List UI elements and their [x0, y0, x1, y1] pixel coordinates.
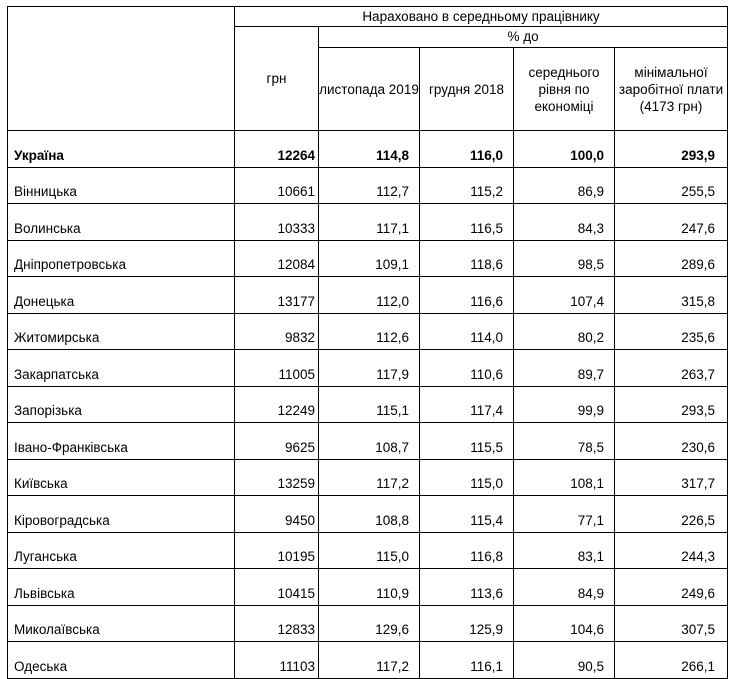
table-row — [8, 350, 728, 387]
header-dec-2018: грудня 2018 — [420, 48, 514, 131]
table-row — [8, 459, 728, 496]
table-row — [8, 532, 728, 569]
cell-dec-2018: 116,0 — [420, 131, 514, 168]
cell-min-wage: 226,5 — [615, 496, 728, 533]
region-name: Київська — [8, 459, 235, 496]
cell-nov-2019: 114,8 — [319, 131, 420, 168]
region-name: Івано-Франківська — [8, 423, 235, 460]
cell-dec-2018: 110,6 — [420, 350, 514, 387]
cell-dec-2018: 116,6 — [420, 277, 514, 314]
cell-uah: 13259 — [235, 459, 319, 496]
cell-nov-2019: 109,1 — [319, 240, 420, 277]
cell-uah: 10661 — [235, 167, 319, 204]
salary-table — [7, 6, 728, 679]
cell-avg-economy: 108,1 — [514, 459, 615, 496]
cell-avg-economy: 104,6 — [514, 605, 615, 642]
table-header — [8, 7, 728, 131]
region-name: Закарпатська — [8, 350, 235, 387]
cell-uah: 10333 — [235, 204, 319, 241]
cell-uah: 9625 — [235, 423, 319, 460]
region-name: Україна — [8, 131, 235, 168]
header-min-wage: мінімальної заробітної плати (4173 грн) — [615, 48, 728, 131]
table-body — [8, 131, 728, 679]
cell-uah: 10195 — [235, 532, 319, 569]
header-nov-2019: листопада 2019 — [319, 48, 420, 131]
cell-uah: 12264 — [235, 131, 319, 168]
cell-dec-2018: 115,5 — [420, 423, 514, 460]
cell-min-wage: 293,5 — [615, 386, 728, 423]
table-row — [8, 240, 728, 277]
cell-min-wage: 249,6 — [615, 569, 728, 606]
cell-uah: 11103 — [235, 642, 319, 679]
cell-dec-2018: 117,4 — [420, 386, 514, 423]
cell-min-wage: 235,6 — [615, 313, 728, 350]
header-uah: грн — [235, 27, 319, 131]
cell-uah: 12833 — [235, 605, 319, 642]
cell-min-wage: 230,6 — [615, 423, 728, 460]
cell-dec-2018: 115,2 — [420, 167, 514, 204]
table-row — [8, 496, 728, 533]
cell-nov-2019: 115,1 — [319, 386, 420, 423]
region-name: Одеська — [8, 642, 235, 679]
cell-avg-economy: 77,1 — [514, 496, 615, 533]
cell-min-wage: 244,3 — [615, 532, 728, 569]
cell-avg-economy: 84,9 — [514, 569, 615, 606]
cell-nov-2019: 117,2 — [319, 642, 420, 679]
cell-avg-economy: 78,5 — [514, 423, 615, 460]
cell-dec-2018: 115,4 — [420, 496, 514, 533]
table-row — [8, 605, 728, 642]
cell-dec-2018: 118,6 — [420, 240, 514, 277]
table-row — [8, 569, 728, 606]
cell-min-wage: 293,9 — [615, 131, 728, 168]
cell-min-wage: 307,5 — [615, 605, 728, 642]
region-name: Вінницька — [8, 167, 235, 204]
cell-nov-2019: 108,8 — [319, 496, 420, 533]
cell-avg-economy: 100,0 — [514, 131, 615, 168]
table-row — [8, 313, 728, 350]
region-name: Львівська — [8, 569, 235, 606]
cell-nov-2019: 117,9 — [319, 350, 420, 387]
cell-dec-2018: 116,8 — [420, 532, 514, 569]
header-region-cell — [8, 7, 235, 131]
region-name: Волинська — [8, 204, 235, 241]
cell-avg-economy: 80,2 — [514, 313, 615, 350]
cell-avg-economy: 89,7 — [514, 350, 615, 387]
cell-dec-2018: 116,1 — [420, 642, 514, 679]
cell-avg-economy: 83,1 — [514, 532, 615, 569]
cell-nov-2019: 129,6 — [319, 605, 420, 642]
region-name: Запорізька — [8, 386, 235, 423]
cell-min-wage: 315,8 — [615, 277, 728, 314]
region-name: Дніпропетровська — [8, 240, 235, 277]
cell-dec-2018: 115,0 — [420, 459, 514, 496]
cell-nov-2019: 112,0 — [319, 277, 420, 314]
cell-uah: 9450 — [235, 496, 319, 533]
cell-min-wage: 317,7 — [615, 459, 728, 496]
region-name: Луганська — [8, 532, 235, 569]
cell-avg-economy: 99,9 — [514, 386, 615, 423]
cell-nov-2019: 117,1 — [319, 204, 420, 241]
cell-avg-economy: 90,5 — [514, 642, 615, 679]
table-row — [8, 277, 728, 314]
cell-nov-2019: 112,7 — [319, 167, 420, 204]
table-row — [8, 642, 728, 679]
cell-min-wage: 255,5 — [615, 167, 728, 204]
region-name: Житомирська — [8, 313, 235, 350]
region-name: Миколаївська — [8, 605, 235, 642]
cell-dec-2018: 125,9 — [420, 605, 514, 642]
region-name: Донецька — [8, 277, 235, 314]
cell-dec-2018: 116,5 — [420, 204, 514, 241]
cell-min-wage: 266,1 — [615, 642, 728, 679]
table-row — [8, 386, 728, 423]
cell-avg-economy: 86,9 — [514, 167, 615, 204]
table-row — [8, 204, 728, 241]
cell-min-wage: 289,6 — [615, 240, 728, 277]
cell-avg-economy: 107,4 — [514, 277, 615, 314]
cell-dec-2018: 114,0 — [420, 313, 514, 350]
cell-nov-2019: 108,7 — [319, 423, 420, 460]
cell-uah: 9832 — [235, 313, 319, 350]
cell-min-wage: 247,6 — [615, 204, 728, 241]
cell-avg-economy: 98,5 — [514, 240, 615, 277]
header-accrued: Нараховано в середньому працівнику — [235, 7, 728, 27]
table-row — [8, 423, 728, 460]
cell-dec-2018: 113,6 — [420, 569, 514, 606]
cell-min-wage: 263,7 — [615, 350, 728, 387]
table-row — [8, 131, 728, 168]
region-name: Кіровоградська — [8, 496, 235, 533]
cell-uah: 12249 — [235, 386, 319, 423]
cell-uah: 13177 — [235, 277, 319, 314]
header-avg-economy: середнього рівня по економіці — [514, 48, 615, 131]
cell-nov-2019: 117,2 — [319, 459, 420, 496]
cell-avg-economy: 84,3 — [514, 204, 615, 241]
cell-nov-2019: 112,6 — [319, 313, 420, 350]
cell-uah: 10415 — [235, 569, 319, 606]
cell-nov-2019: 115,0 — [319, 532, 420, 569]
cell-uah: 11005 — [235, 350, 319, 387]
cell-nov-2019: 110,9 — [319, 569, 420, 606]
header-percent: % до — [319, 27, 728, 48]
cell-uah: 12084 — [235, 240, 319, 277]
table-row — [8, 167, 728, 204]
